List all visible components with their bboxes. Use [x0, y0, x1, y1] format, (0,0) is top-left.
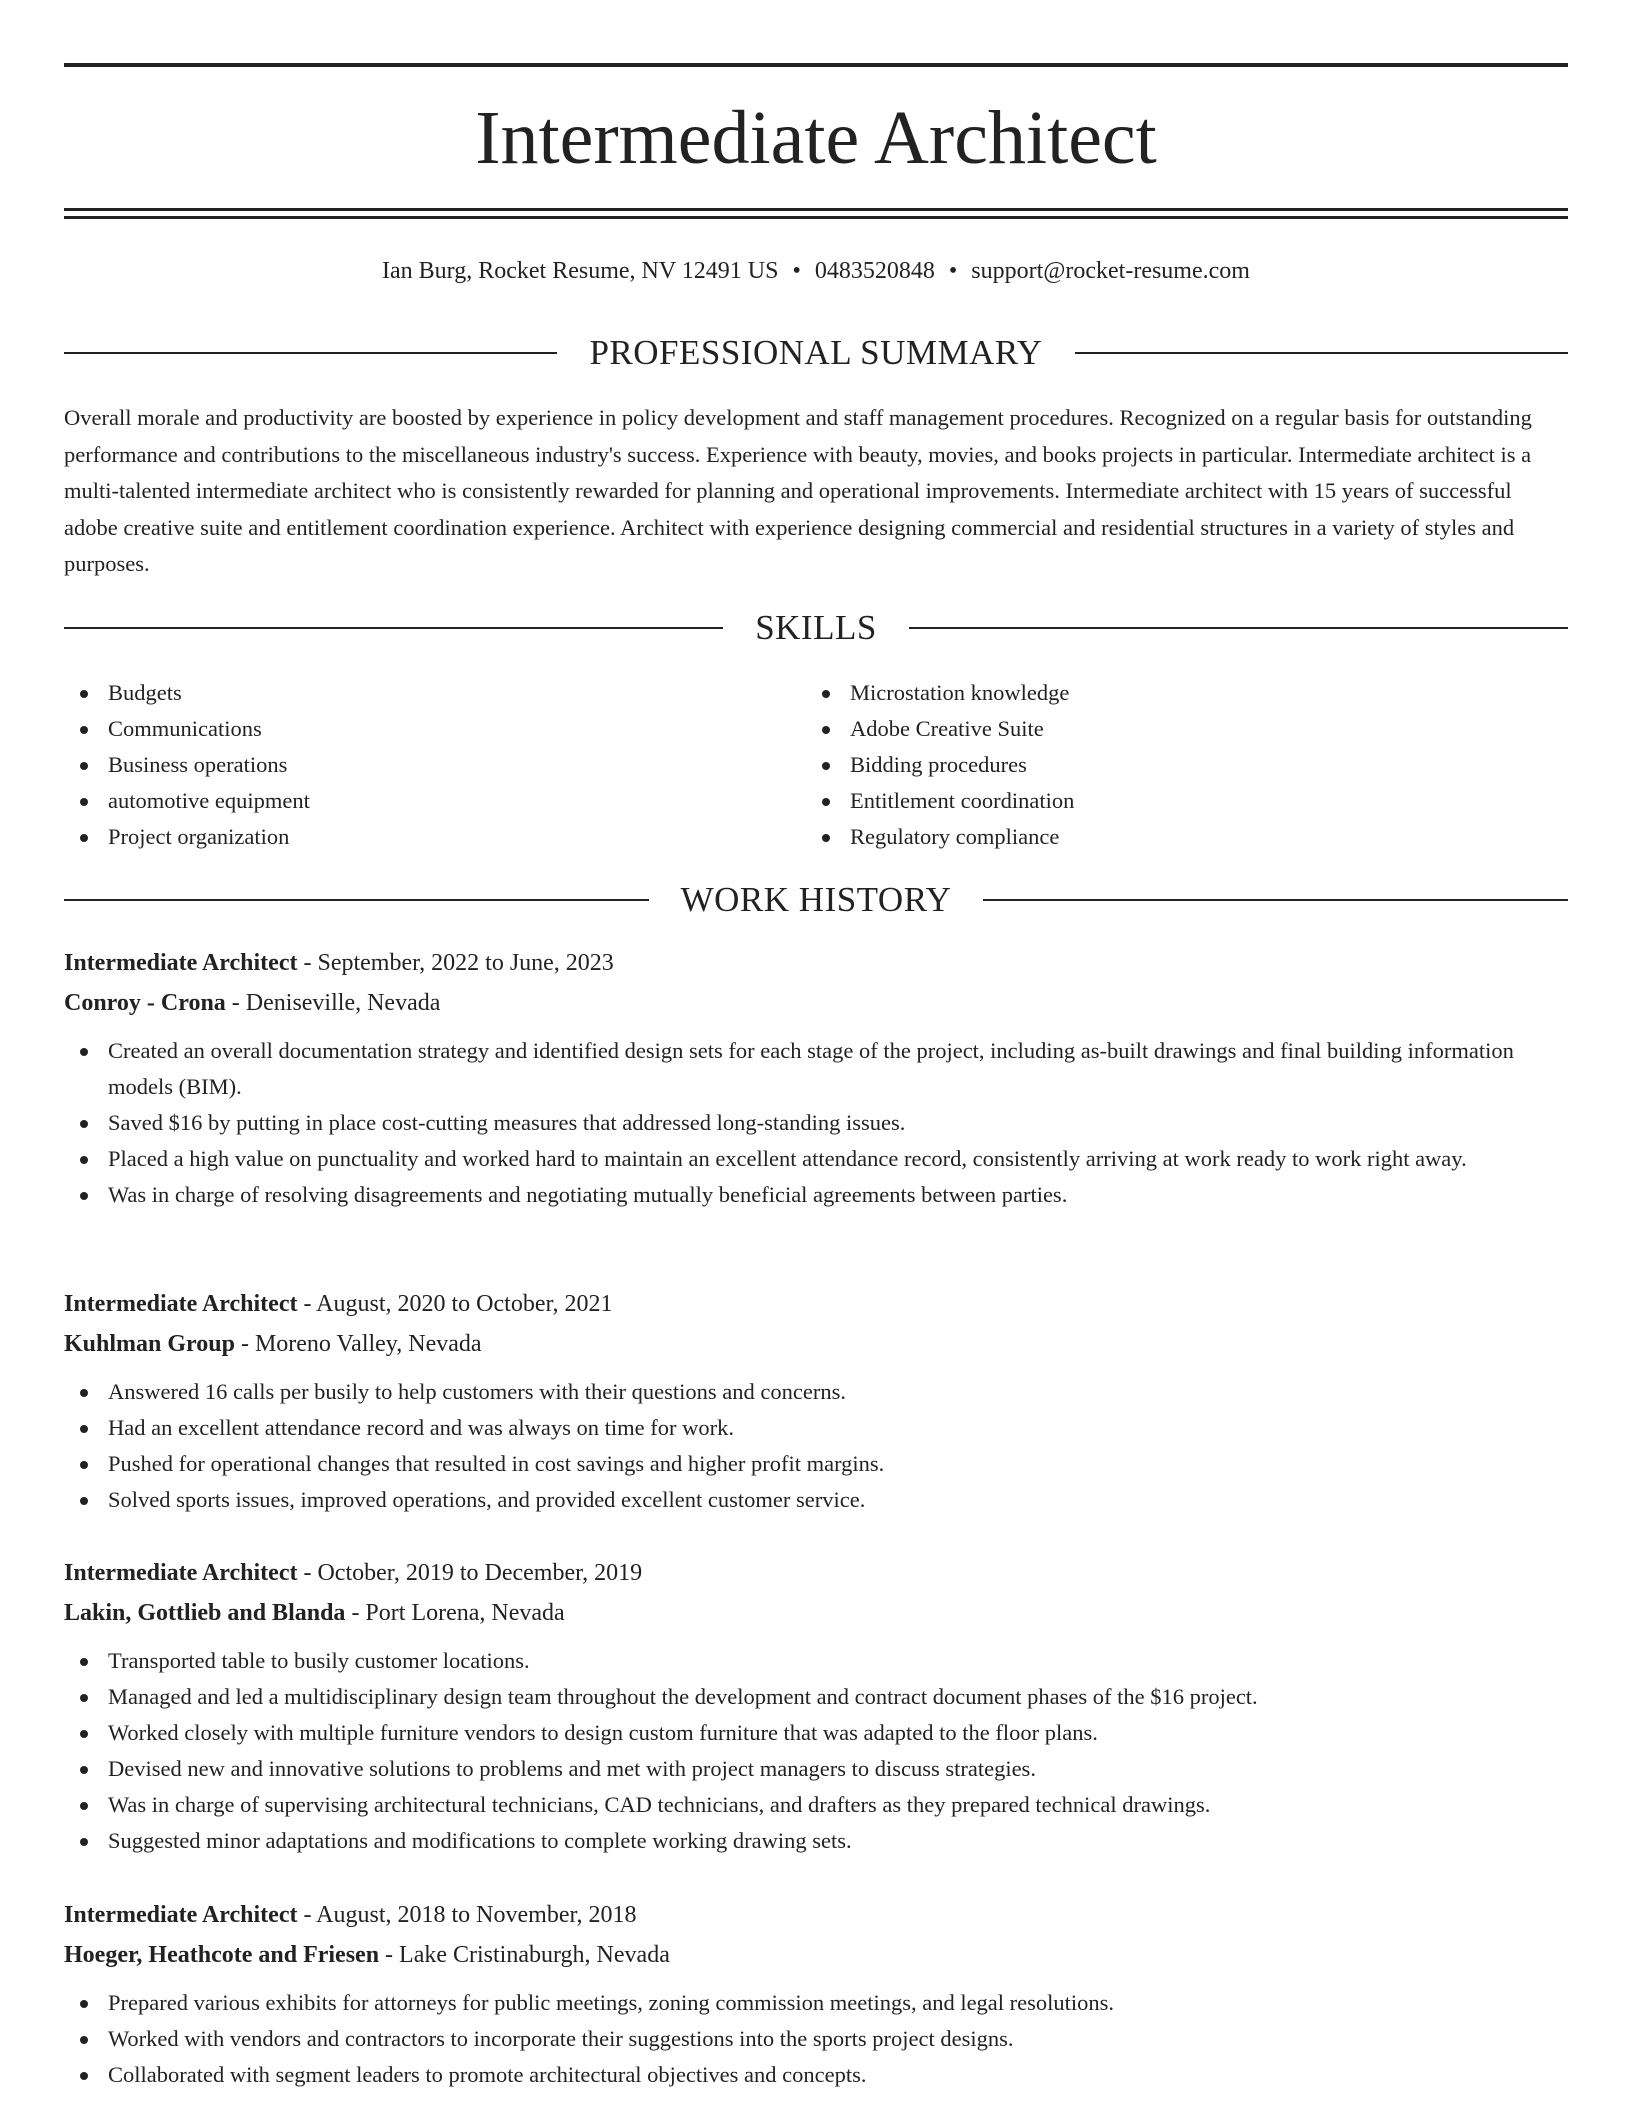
job-location: - Lake Cristinaburgh, Nevada — [379, 1942, 670, 1968]
job-bullets — [64, 1033, 1568, 1213]
divider — [64, 627, 723, 629]
job-title-line — [64, 1895, 1568, 1935]
job-entry — [64, 943, 1568, 1213]
contact-phone: 0483520848 — [814, 258, 935, 284]
job-title: Intermediate Architect — [64, 1291, 298, 1317]
section-heading-work — [64, 880, 1568, 920]
job-dates: - October, 2019 to December, 2019 — [297, 1560, 643, 1586]
contact-separator: • — [948, 258, 958, 284]
skill-item: Entitlement coordination — [806, 783, 1548, 819]
job-bullet: Worked closely with multiple furniture vendors to design custom furniture that was adapted to the floor plans. — [64, 1715, 1568, 1751]
job-bullet: Transported table to busily customer locations. — [64, 1643, 1568, 1679]
job-dates: - September, 2022 to June, 2023 — [297, 950, 614, 976]
section-title: WORK HISTORY — [680, 880, 952, 919]
job-bullet: Placed a high value on punctuality and worked hard to maintain an excellent attendance record, consistently arriving at work ready to work right away. — [64, 1141, 1568, 1177]
section-title: SKILLS — [755, 608, 877, 647]
job-bullet: Collaborated with segment leaders to promote architectural objectives and concepts. — [64, 2057, 1568, 2093]
job-entry — [64, 1895, 1568, 2093]
job-bullet: Answered 16 calls per busily to help customers with their questions and concerns. — [64, 1374, 1568, 1410]
divider — [983, 899, 1568, 901]
job-title: Intermediate Architect — [64, 1560, 298, 1586]
contact-line — [64, 255, 1568, 287]
job-company-line — [64, 983, 1568, 1023]
section-title: PROFESSIONAL SUMMARY — [589, 333, 1043, 372]
header-top-rule — [64, 63, 1568, 67]
job-bullet: Solved sports issues, improved operations, and provided excellent customer service. — [64, 1482, 1568, 1518]
section-heading-skills — [64, 608, 1568, 648]
job-bullet: Was in charge of supervising architectural technicians, CAD technicians, and drafters as they prepared technical drawings. — [64, 1787, 1568, 1823]
divider — [909, 627, 1568, 629]
job-bullet: Saved $16 by putting in place cost-cutting measures that addressed long-standing issues. — [64, 1105, 1568, 1141]
job-title-line — [64, 943, 1568, 983]
skills-list — [64, 675, 1568, 855]
job-bullets — [64, 1374, 1568, 1518]
contact-address: Ian Burg, Rocket Resume, NV 12491 US — [382, 258, 779, 284]
professional-summary: Overall morale and productivity are boosted by experience in policy development and staff management procedures. Recognized on a regular basis for outstanding performance and contributions to the miscellaneous industry's success. Experience with beauty, movies, and books projects in particular. Intermediate architect is a multi-talented intermediate architect who is consistently rewarded for planning and operational improvements. Intermediate architect with 15 years of successful adobe creative suite and entitlement coordination experience. Architect with experience designing commercial and residential structures in a variety of styles and purposes. — [64, 405, 1532, 576]
job-company: Lakin, Gottlieb and Blanda — [64, 1600, 346, 1626]
divider — [64, 899, 649, 901]
section-heading-summary — [64, 333, 1568, 373]
skill-item: Microstation knowledge — [806, 675, 1548, 711]
job-bullet: Had an excellent attendance record and was always on time for work. — [64, 1410, 1568, 1446]
skill-item: Adobe Creative Suite — [806, 711, 1548, 747]
job-location: - Deniseville, Nevada — [225, 990, 441, 1016]
contact-separator: • — [792, 258, 801, 284]
skill-item: Bidding procedures — [806, 747, 1548, 783]
contact-email: support@rocket-resume.com — [971, 258, 1250, 284]
job-entry — [64, 1553, 1568, 1859]
job-company-line — [64, 1935, 1568, 1975]
job-bullet: Pushed for operational changes that resulted in cost savings and higher profit margins. — [64, 1446, 1568, 1482]
job-bullet: Created an overall documentation strategy and identified design sets for each stage of the project, including as-built drawings and final building information models (BIM). — [64, 1033, 1568, 1105]
skill-item: Regulatory compliance — [806, 819, 1548, 855]
skill-item: Project organization — [64, 819, 806, 855]
job-company-line — [64, 1324, 1568, 1364]
job-company: Hoeger, Heathcote and Friesen — [64, 1942, 380, 1968]
job-bullet: Prepared various exhibits for attorneys for public meetings, zoning commission meetings, and legal resolutions. — [64, 1985, 1568, 2021]
job-dates: - August, 2020 to October, 2021 — [297, 1291, 613, 1317]
job-bullet: Was in charge of resolving disagreements and negotiating mutually beneficial agreements between parties. — [64, 1177, 1568, 1213]
skills-column-left — [64, 675, 806, 855]
job-company: Kuhlman Group — [64, 1331, 235, 1357]
resume-title: Intermediate Architect — [475, 96, 1157, 180]
job-title-line — [64, 1284, 1568, 1324]
job-title: Intermediate Architect — [64, 1902, 298, 1928]
job-dates: - August, 2018 to November, 2018 — [297, 1902, 637, 1928]
divider — [1075, 352, 1568, 354]
job-bullet: Devised new and innovative solutions to problems and met with project managers to discuss strategies. — [64, 1751, 1568, 1787]
job-entry — [64, 1284, 1568, 1518]
job-bullets — [64, 1985, 1568, 2093]
header-double-rule — [64, 208, 1568, 220]
job-company-line — [64, 1593, 1568, 1633]
job-location: - Port Lorena, Nevada — [345, 1600, 565, 1626]
skills-column-right — [806, 675, 1548, 855]
divider — [64, 352, 557, 354]
job-title-line — [64, 1553, 1568, 1593]
job-location: - Moreno Valley, Nevada — [234, 1331, 482, 1357]
skill-item: Communications — [64, 711, 806, 747]
job-bullets — [64, 1643, 1568, 1859]
job-bullet: Worked with vendors and contractors to incorporate their suggestions into the sports project designs. — [64, 2021, 1568, 2057]
job-bullet: Managed and led a multidisciplinary design team throughout the development and contract document phases of the $16 project. — [64, 1679, 1568, 1715]
job-company: Conroy - Crona — [64, 990, 226, 1016]
job-bullet: Suggested minor adaptations and modifications to complete working drawing sets. — [64, 1823, 1568, 1859]
job-title: Intermediate Architect — [64, 950, 298, 976]
skill-item: automotive equipment — [64, 783, 806, 819]
skill-item: Budgets — [64, 675, 806, 711]
skill-item: Business operations — [64, 747, 806, 783]
